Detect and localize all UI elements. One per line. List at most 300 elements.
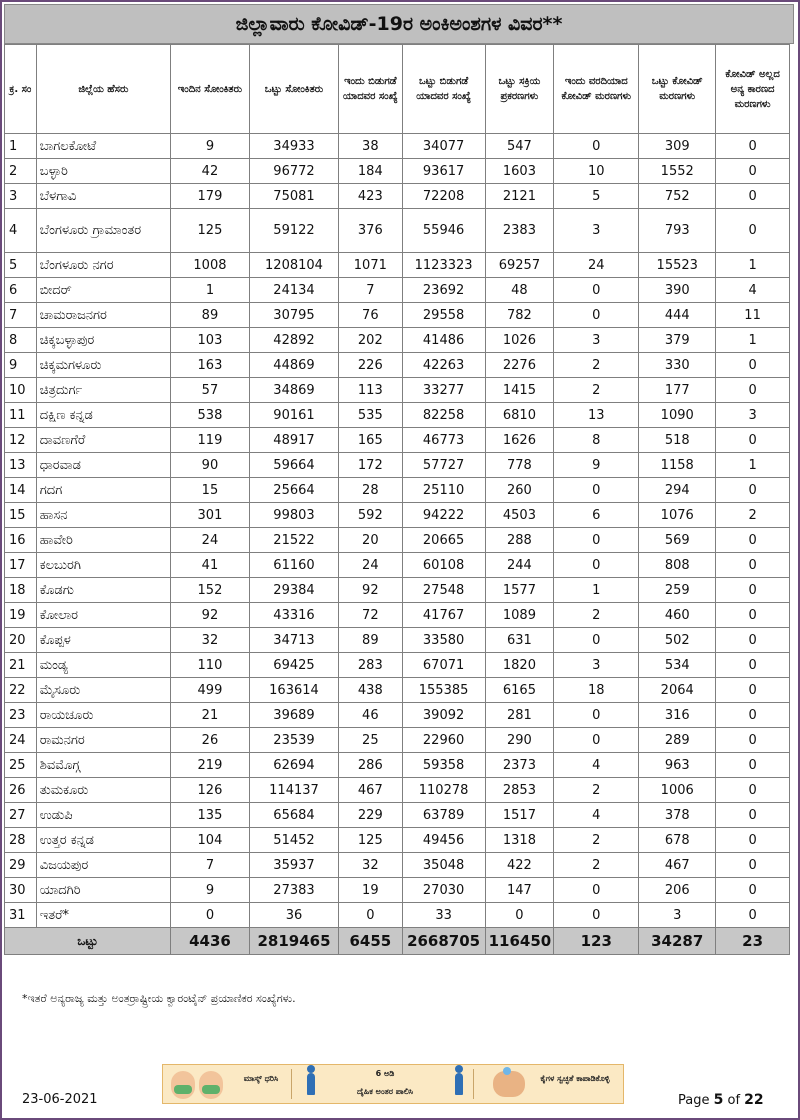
cell-today-deaths: 0 [554, 528, 639, 553]
table-row [5, 428, 790, 453]
header-non-covid-deaths: ಕೋವಿಡ್ ಅಲ್ಲದ ಅನ್ಯ ಕಾರಣದ ಮರಣಗಳು [716, 45, 790, 134]
cell-active-cases: 48 [485, 278, 554, 303]
cell-total-infected: 62694 [249, 753, 338, 778]
cell-district: ಚಿಕ್ಕಬಳ್ಳಾಪುರ [36, 328, 170, 353]
cell-today-infected: 92 [171, 603, 250, 628]
table-row [5, 378, 790, 403]
cell-today-infected: 135 [171, 803, 250, 828]
mask-text: ಮಾಸ್ಕ್ ಧರಿಸಿ [243, 1074, 279, 1083]
cell-today-discharged: 376 [339, 209, 403, 253]
header-district: ಜಿಲ್ಲೆಯ ಹೆಸರು [36, 45, 170, 134]
cell-district: ವಿಜಯಪುರ [36, 853, 170, 878]
cell-today-infected: 32 [171, 628, 250, 653]
cell-today-infected: 110 [171, 653, 250, 678]
cell-total-deaths: 1076 [639, 503, 716, 528]
cell-total-infected: 21522 [249, 528, 338, 553]
cell-total-infected: 35937 [249, 853, 338, 878]
cell-non-covid-deaths: 0 [716, 528, 790, 553]
cell-sno: 23 [5, 703, 37, 728]
cell-district: ಬಳ್ಳಾರಿ [36, 159, 170, 184]
cell-active-cases: 288 [485, 528, 554, 553]
table-row [5, 653, 790, 678]
cell-total-infected: 114137 [249, 778, 338, 803]
cell-sno: 10 [5, 378, 37, 403]
table-row [5, 478, 790, 503]
cell-today-infected: 41 [171, 553, 250, 578]
cell-today-discharged: 202 [339, 328, 403, 353]
cell-district: ರಾಮನಗರ [36, 728, 170, 753]
table-row [5, 184, 790, 209]
cell-sno: 20 [5, 628, 37, 653]
cell-active-cases: 1318 [485, 828, 554, 853]
cell-total-deaths: 2064 [639, 678, 716, 703]
cell-sno: 7 [5, 303, 37, 328]
cell-total-infected: 27383 [249, 878, 338, 903]
cell-total-discharged: 46773 [402, 428, 485, 453]
table-row [5, 728, 790, 753]
cell-district: ಚಿತ್ರದುರ್ಗ [36, 378, 170, 403]
cell-total-infected: 42892 [249, 328, 338, 353]
cell-active-cases: 2383 [485, 209, 554, 253]
cell-today-infected: 1008 [171, 253, 250, 278]
cell-district: ಕೊಪ್ಪಳ [36, 628, 170, 653]
water-drop-icon [503, 1067, 511, 1075]
cell-total-discharged: 42263 [402, 353, 485, 378]
cell-total-infected: 34933 [249, 134, 338, 159]
cell-sno: 19 [5, 603, 37, 628]
page-number: Page 5 of 22 [678, 1092, 764, 1108]
cell-total-deaths: 1006 [639, 778, 716, 803]
cell-active-cases: 260 [485, 478, 554, 503]
cell-non-covid-deaths: 0 [716, 578, 790, 603]
table-row [5, 328, 790, 353]
cell-today-deaths: 0 [554, 278, 639, 303]
cell-non-covid-deaths: 0 [716, 184, 790, 209]
cell-today-discharged: 24 [339, 553, 403, 578]
cell-active-cases: 2373 [485, 753, 554, 778]
cell-non-covid-deaths: 4 [716, 278, 790, 303]
cell-sno: 4 [5, 209, 37, 253]
header-active-cases: ಒಟ್ಟು ಸಕ್ರಿಯ ಪ್ರಕರಣಗಳು [485, 45, 554, 134]
cell-active-cases: 2121 [485, 184, 554, 209]
cell-total-deaths: 289 [639, 728, 716, 753]
cell-today-discharged: 286 [339, 753, 403, 778]
cell-today-deaths: 0 [554, 728, 639, 753]
total-total-discharged: 2668705 [402, 928, 485, 955]
cell-non-covid-deaths: 0 [716, 753, 790, 778]
cell-today-infected: 301 [171, 503, 250, 528]
cell-today-deaths: 2 [554, 853, 639, 878]
cell-district: ಶಿವಮೊಗ್ಗ [36, 753, 170, 778]
cell-sno: 15 [5, 503, 37, 528]
cell-non-covid-deaths: 0 [716, 134, 790, 159]
cell-sno: 22 [5, 678, 37, 703]
cell-active-cases: 631 [485, 628, 554, 653]
page-title: ಜಿಲ್ಲಾವಾರು ಕೋವಿಡ್-19ರ ಅಂಕಿಅಂಶಗಳ ವಿವರ** [4, 4, 794, 44]
cell-non-covid-deaths: 0 [716, 853, 790, 878]
cell-district: ಮಂಡ್ಯ [36, 653, 170, 678]
cell-active-cases: 281 [485, 703, 554, 728]
cell-non-covid-deaths: 0 [716, 803, 790, 828]
cell-total-deaths: 379 [639, 328, 716, 353]
cell-active-cases: 69257 [485, 253, 554, 278]
total-total-deaths: 34287 [639, 928, 716, 955]
cell-total-infected: 30795 [249, 303, 338, 328]
table-row [5, 253, 790, 278]
cell-district: ಯಾದಗಿರಿ [36, 878, 170, 903]
safety-banner [162, 1064, 624, 1104]
total-non-covid-deaths: 23 [716, 928, 790, 955]
cell-total-deaths: 330 [639, 353, 716, 378]
cell-today-infected: 125 [171, 209, 250, 253]
cell-total-deaths: 460 [639, 603, 716, 628]
cell-today-infected: 152 [171, 578, 250, 603]
cell-district: ಚಾಮರಾಜನಗರ [36, 303, 170, 328]
cell-total-discharged: 33 [402, 903, 485, 928]
cell-non-covid-deaths: 0 [716, 478, 790, 503]
cell-active-cases: 782 [485, 303, 554, 328]
cell-sno: 25 [5, 753, 37, 778]
cell-today-discharged: 92 [339, 578, 403, 603]
total-today-discharged: 6455 [339, 928, 403, 955]
cell-sno: 24 [5, 728, 37, 753]
cell-non-covid-deaths: 0 [716, 209, 790, 253]
cell-sno: 9 [5, 353, 37, 378]
cell-total-deaths: 1552 [639, 159, 716, 184]
table-row [5, 403, 790, 428]
cell-today-infected: 89 [171, 303, 250, 328]
header-total-deaths: ಒಟ್ಟು ಕೋವಿಡ್ ಮರಣಗಳು [639, 45, 716, 134]
table-row [5, 503, 790, 528]
cell-today-discharged: 89 [339, 628, 403, 653]
cell-district: ಬೀದರ್ [36, 278, 170, 303]
cell-sno: 1 [5, 134, 37, 159]
cell-total-infected: 61160 [249, 553, 338, 578]
cell-today-deaths: 0 [554, 303, 639, 328]
cell-total-discharged: 39092 [402, 703, 485, 728]
cell-total-discharged: 60108 [402, 553, 485, 578]
cell-total-infected: 48917 [249, 428, 338, 453]
table-row [5, 703, 790, 728]
cell-district: ಕೋಲಾರ [36, 603, 170, 628]
cell-sno: 28 [5, 828, 37, 853]
cell-active-cases: 2276 [485, 353, 554, 378]
table-row [5, 628, 790, 653]
cell-non-covid-deaths: 0 [716, 703, 790, 728]
cell-district: ಗದಗ [36, 478, 170, 503]
cell-total-infected: 65684 [249, 803, 338, 828]
cell-non-covid-deaths: 0 [716, 428, 790, 453]
cell-today-discharged: 125 [339, 828, 403, 853]
cell-today-discharged: 7 [339, 278, 403, 303]
cell-total-discharged: 41767 [402, 603, 485, 628]
table-row [5, 853, 790, 878]
cell-district: ತುಮಕೂರು [36, 778, 170, 803]
footnote: *ಇತರೆ ಅನ್ಯರಾಜ್ಯ ಮತ್ತು ಅಂತರ್ರಾಷ್ಟ್ರೀಯ ಕ್ವಾರಂಟೈನ್ ಪ್ರಯಾಣಿಕರ ಸಂಖ್ಯೆಗಳು. [22, 992, 296, 1005]
cell-total-deaths: 808 [639, 553, 716, 578]
distance-text: ದೈಹಿಕ ಅಂತರ ಪಾಲಿಸಿ [356, 1087, 414, 1096]
cell-today-discharged: 20 [339, 528, 403, 553]
cell-district: ಬೆಂಗಳೂರು ಗ್ರಾಮಾಂತರ [36, 209, 170, 253]
cell-active-cases: 6810 [485, 403, 554, 428]
cell-district: ಬೆಂಗಳೂರು ನಗರ [36, 253, 170, 278]
cell-non-covid-deaths: 0 [716, 828, 790, 853]
cell-total-deaths: 444 [639, 303, 716, 328]
cell-non-covid-deaths: 0 [716, 778, 790, 803]
cell-sno: 2 [5, 159, 37, 184]
cell-total-discharged: 82258 [402, 403, 485, 428]
cell-today-discharged: 165 [339, 428, 403, 453]
cell-active-cases: 547 [485, 134, 554, 159]
cell-non-covid-deaths: 0 [716, 553, 790, 578]
date: 23-06-2021 [22, 1092, 98, 1107]
cell-active-cases: 4503 [485, 503, 554, 528]
cell-district: ಉತ್ತರ ಕನ್ನಡ [36, 828, 170, 853]
cell-today-deaths: 8 [554, 428, 639, 453]
cell-today-deaths: 2 [554, 353, 639, 378]
cell-today-deaths: 3 [554, 653, 639, 678]
table-row [5, 278, 790, 303]
cell-today-infected: 21 [171, 703, 250, 728]
table-row [5, 578, 790, 603]
cell-today-deaths: 0 [554, 903, 639, 928]
cell-today-discharged: 592 [339, 503, 403, 528]
cell-active-cases: 147 [485, 878, 554, 903]
cell-total-infected: 99803 [249, 503, 338, 528]
cell-sno: 26 [5, 778, 37, 803]
cell-sno: 18 [5, 578, 37, 603]
cell-today-discharged: 32 [339, 853, 403, 878]
total-row [5, 928, 790, 955]
table-row [5, 453, 790, 478]
cell-total-discharged: 55946 [402, 209, 485, 253]
cell-today-deaths: 6 [554, 503, 639, 528]
cell-sno: 27 [5, 803, 37, 828]
cell-district: ಹಾಸನ [36, 503, 170, 528]
cell-total-infected: 44869 [249, 353, 338, 378]
cell-today-infected: 42 [171, 159, 250, 184]
cell-sno: 29 [5, 853, 37, 878]
table-row [5, 353, 790, 378]
cell-today-infected: 24 [171, 528, 250, 553]
cell-total-discharged: 33277 [402, 378, 485, 403]
cell-today-discharged: 467 [339, 778, 403, 803]
cell-active-cases: 1517 [485, 803, 554, 828]
cell-active-cases: 244 [485, 553, 554, 578]
cell-today-infected: 26 [171, 728, 250, 753]
cell-total-discharged: 49456 [402, 828, 485, 853]
cell-non-covid-deaths: 0 [716, 653, 790, 678]
cell-non-covid-deaths: 2 [716, 503, 790, 528]
cell-district: ಬೆಳಗಾವಿ [36, 184, 170, 209]
cell-total-infected: 23539 [249, 728, 338, 753]
cell-today-discharged: 423 [339, 184, 403, 209]
cell-today-deaths: 10 [554, 159, 639, 184]
cell-sno: 12 [5, 428, 37, 453]
cell-total-deaths: 534 [639, 653, 716, 678]
cell-sno: 11 [5, 403, 37, 428]
table-row [5, 159, 790, 184]
cell-total-infected: 75081 [249, 184, 338, 209]
cell-district: ಇತರೆ* [36, 903, 170, 928]
cell-total-discharged: 34077 [402, 134, 485, 159]
cell-district: ಕೊಡಗು [36, 578, 170, 603]
cell-today-infected: 126 [171, 778, 250, 803]
cell-today-deaths: 0 [554, 553, 639, 578]
cell-today-infected: 1 [171, 278, 250, 303]
cell-total-deaths: 502 [639, 628, 716, 653]
cell-today-discharged: 76 [339, 303, 403, 328]
cell-today-deaths: 0 [554, 628, 639, 653]
cell-sno: 3 [5, 184, 37, 209]
table-row [5, 828, 790, 853]
cell-today-infected: 90 [171, 453, 250, 478]
cell-total-deaths: 678 [639, 828, 716, 853]
cell-district: ಉಡುಪಿ [36, 803, 170, 828]
header-total-infected: ಒಟ್ಟು ಸೋಂಕಿತರು [249, 45, 338, 134]
cell-active-cases: 6165 [485, 678, 554, 703]
cell-total-deaths: 378 [639, 803, 716, 828]
cell-total-deaths: 752 [639, 184, 716, 209]
cell-today-deaths: 3 [554, 209, 639, 253]
header-today-infected: ಇಂದಿನ ಸೋಂಕಿತರು [171, 45, 250, 134]
cell-non-covid-deaths: 1 [716, 328, 790, 353]
cell-non-covid-deaths: 0 [716, 378, 790, 403]
cell-total-discharged: 110278 [402, 778, 485, 803]
cell-non-covid-deaths: 0 [716, 628, 790, 653]
cell-total-deaths: 518 [639, 428, 716, 453]
cell-today-infected: 119 [171, 428, 250, 453]
cell-total-discharged: 22960 [402, 728, 485, 753]
cell-sno: 16 [5, 528, 37, 553]
cell-active-cases: 2853 [485, 778, 554, 803]
cell-today-deaths: 4 [554, 753, 639, 778]
cell-active-cases: 1089 [485, 603, 554, 628]
cell-active-cases: 1626 [485, 428, 554, 453]
cell-total-infected: 24134 [249, 278, 338, 303]
cell-today-discharged: 25 [339, 728, 403, 753]
table-row [5, 778, 790, 803]
cell-total-deaths: 309 [639, 134, 716, 159]
cell-active-cases: 422 [485, 853, 554, 878]
total-label: ಒಟ್ಟು [5, 928, 171, 955]
cell-today-deaths: 0 [554, 134, 639, 159]
cell-total-infected: 59664 [249, 453, 338, 478]
cell-active-cases: 778 [485, 453, 554, 478]
cell-total-deaths: 316 [639, 703, 716, 728]
cell-active-cases: 1026 [485, 328, 554, 353]
cell-district: ಧಾರವಾಡ [36, 453, 170, 478]
cell-total-discharged: 23692 [402, 278, 485, 303]
cell-total-infected: 96772 [249, 159, 338, 184]
cell-district: ದಾವಣಗೆರೆ [36, 428, 170, 453]
cell-total-deaths: 569 [639, 528, 716, 553]
cell-today-infected: 163 [171, 353, 250, 378]
cell-today-deaths: 18 [554, 678, 639, 703]
cell-today-deaths: 4 [554, 803, 639, 828]
cell-today-deaths: 13 [554, 403, 639, 428]
cell-today-discharged: 283 [339, 653, 403, 678]
cell-non-covid-deaths: 0 [716, 353, 790, 378]
cell-sno: 17 [5, 553, 37, 578]
cell-total-deaths: 259 [639, 578, 716, 603]
cell-sno: 30 [5, 878, 37, 903]
cell-today-discharged: 19 [339, 878, 403, 903]
distance-value: 6 ಅಡಿ [375, 1069, 395, 1078]
cell-non-covid-deaths: 1 [716, 453, 790, 478]
mask-icon [169, 1067, 231, 1101]
cell-today-deaths: 2 [554, 603, 639, 628]
cell-total-discharged: 35048 [402, 853, 485, 878]
cell-non-covid-deaths: 0 [716, 159, 790, 184]
total-active-cases: 116450 [485, 928, 554, 955]
table-row [5, 553, 790, 578]
cell-active-cases: 1820 [485, 653, 554, 678]
table-row [5, 209, 790, 253]
cell-today-discharged: 535 [339, 403, 403, 428]
hands-text: ಕೈಗಳ ಸ್ವಚ್ಛತೆ ಕಾಪಾಡಿಕೊಳ್ಳಿ [540, 1074, 610, 1083]
cell-active-cases: 290 [485, 728, 554, 753]
cell-today-infected: 219 [171, 753, 250, 778]
cell-sno: 6 [5, 278, 37, 303]
cell-today-infected: 179 [171, 184, 250, 209]
table-row [5, 528, 790, 553]
cell-total-deaths: 3 [639, 903, 716, 928]
cell-today-discharged: 72 [339, 603, 403, 628]
cell-district: ರಾಯಚೂರು [36, 703, 170, 728]
cell-today-infected: 0 [171, 903, 250, 928]
cell-total-infected: 25664 [249, 478, 338, 503]
cell-total-discharged: 59358 [402, 753, 485, 778]
table-row [5, 903, 790, 928]
cell-non-covid-deaths: 0 [716, 678, 790, 703]
person-icon [455, 1073, 463, 1095]
cell-today-deaths: 2 [554, 778, 639, 803]
cell-total-infected: 1208104 [249, 253, 338, 278]
header-sno: ಕ್ರ. ಸಂ [5, 45, 37, 134]
header-row [5, 45, 790, 134]
cell-today-discharged: 28 [339, 478, 403, 503]
district-table [4, 44, 790, 955]
cell-total-deaths: 206 [639, 878, 716, 903]
cell-today-discharged: 46 [339, 703, 403, 728]
cell-total-discharged: 67071 [402, 653, 485, 678]
cell-total-deaths: 15523 [639, 253, 716, 278]
cell-sno: 31 [5, 903, 37, 928]
cell-non-covid-deaths: 1 [716, 253, 790, 278]
cell-total-discharged: 25110 [402, 478, 485, 503]
cell-total-deaths: 467 [639, 853, 716, 878]
cell-total-infected: 69425 [249, 653, 338, 678]
cell-district: ಚಿಕ್ಕಮಗಳೂರು [36, 353, 170, 378]
cell-total-discharged: 27548 [402, 578, 485, 603]
table-row [5, 134, 790, 159]
cell-total-deaths: 390 [639, 278, 716, 303]
cell-sno: 14 [5, 478, 37, 503]
cell-total-discharged: 41486 [402, 328, 485, 353]
cell-today-deaths: 1 [554, 578, 639, 603]
cell-active-cases: 0 [485, 903, 554, 928]
cell-total-discharged: 72208 [402, 184, 485, 209]
cell-total-discharged: 93617 [402, 159, 485, 184]
cell-district: ಬಾಗಲಕೋಟೆ [36, 134, 170, 159]
total-today-deaths: 123 [554, 928, 639, 955]
cell-total-deaths: 793 [639, 209, 716, 253]
cell-district: ಹಾವೇರಿ [36, 528, 170, 553]
cell-today-infected: 9 [171, 878, 250, 903]
cell-total-discharged: 1123323 [402, 253, 485, 278]
cell-today-infected: 499 [171, 678, 250, 703]
